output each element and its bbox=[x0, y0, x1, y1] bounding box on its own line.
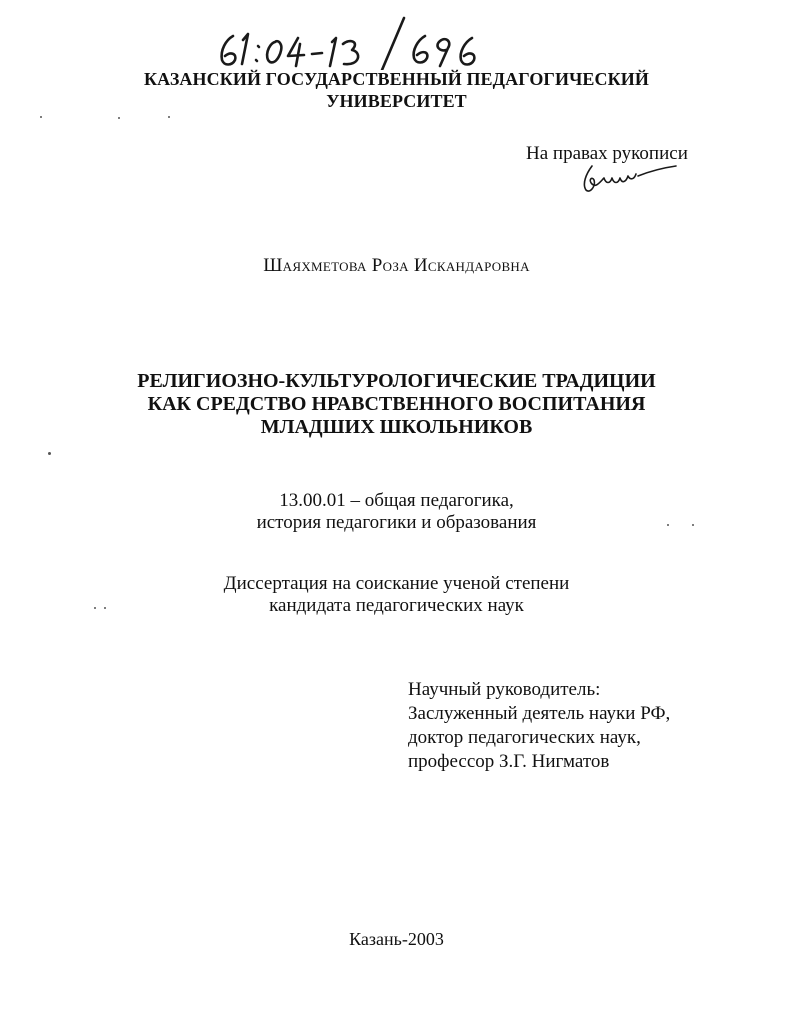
advisor-line-2: Заслуженный деятель науки РФ, bbox=[408, 703, 671, 724]
degree-line-2: кандидата педагогических наук bbox=[269, 595, 524, 616]
handwritten-archive-code bbox=[0, 14, 793, 70]
degree-statement bbox=[0, 573, 793, 617]
title-line-3: МЛАДШИХ ШКОЛЬНИКОВ bbox=[260, 416, 533, 438]
city-year: Казань-2003 bbox=[349, 929, 444, 949]
scan-speck bbox=[104, 607, 106, 609]
specialty-line-1: 13.00.01 – общая педагогика, bbox=[279, 490, 514, 511]
title-line-2: КАК СРЕДСТВО НРАВСТВЕННОГО ВОСПИТАНИЯ bbox=[147, 393, 646, 415]
rights-notice: На правах рукописи bbox=[526, 143, 688, 164]
scan-speck bbox=[94, 607, 96, 609]
degree-line-1: Диссертация на соискание ученой степени bbox=[223, 573, 570, 594]
university-line-2: УНИВЕРСИТЕТ bbox=[326, 91, 467, 111]
specialty-line-2: история педагогики и образования bbox=[256, 512, 537, 533]
university-name bbox=[0, 68, 793, 112]
scientific-advisor bbox=[408, 678, 670, 774]
scan-speck bbox=[667, 524, 669, 526]
scan-speck bbox=[118, 117, 120, 119]
signature-icon bbox=[578, 160, 688, 196]
advisor-line-1: Научный руководитель: bbox=[408, 679, 601, 700]
advisor-line-4: профессор З.Г. Нигматов bbox=[408, 751, 610, 772]
title-line-1: РЕЛИГИОЗНО-КУЛЬТУРОЛОГИЧЕСКИЕ ТРАДИЦИИ bbox=[137, 370, 656, 392]
university-line-1: КАЗАНСКИЙ ГОСУДАРСТВЕННЫЙ ПЕДАГОГИЧЕСКИЙ bbox=[144, 69, 649, 89]
author-name: Шаяхметова Роза Искандаровна bbox=[263, 255, 530, 276]
scan-speck bbox=[168, 116, 170, 118]
specialty-code bbox=[0, 490, 793, 534]
scan-speck bbox=[692, 524, 694, 526]
scan-speck bbox=[40, 116, 42, 118]
advisor-line-3: доктор педагогических наук, bbox=[408, 727, 641, 748]
dissertation-title bbox=[0, 370, 793, 439]
scan-speck bbox=[48, 452, 51, 455]
